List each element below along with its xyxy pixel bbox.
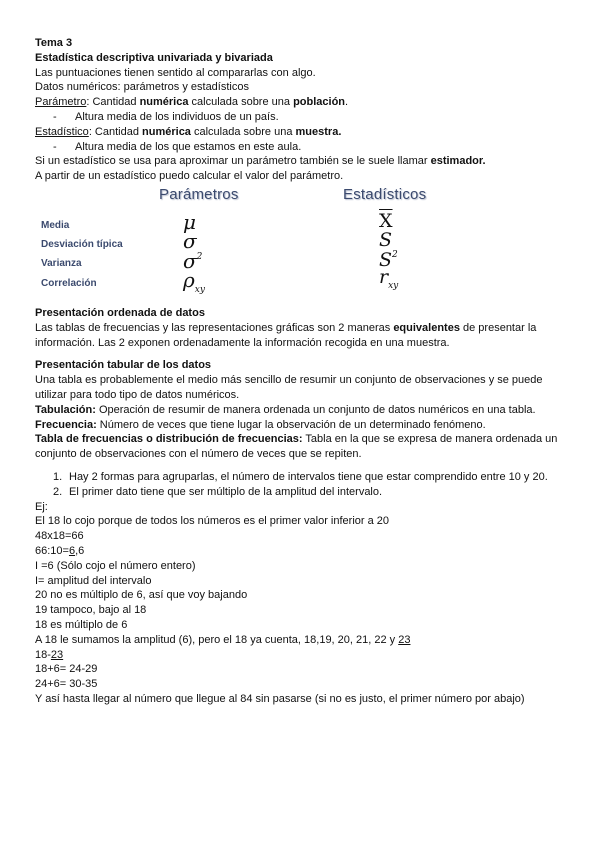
tabular-paragraph-2: utilizar para todo tipo de datos numéricos. <box>35 388 240 401</box>
label-media: Media <box>41 219 70 231</box>
example-line: Y así hasta llegar al número que llegue al 84 sin pasarse (si no es justo, el primer número por abajo) <box>35 692 525 705</box>
s-symbol: S <box>379 228 393 251</box>
tabulacion-definition: Tabulación: Operación de resumir de manera ordenada un conjunto de datos numéricos en una tabla. <box>35 403 536 416</box>
label-varianza: Varianza <box>41 257 82 269</box>
label-correlacion: Correlación <box>41 277 97 289</box>
parametro-example: - Altura media de los individuos de un país. <box>53 110 279 123</box>
rho-xy-symbol: $\rho_{xy}$ <box>183 267 205 295</box>
list-item: 1. Hay 2 formas para agruparlas, el número de intervalos tiene que estar comprendido entre 10 y 20. <box>53 470 548 483</box>
tabular-paragraph-1: Una tabla es probablemente el medio más sencillo de resumir un conjunto de observaciones y se puede <box>35 374 543 387</box>
example-line: A 18 le sumamos la amplitud (6), pero el 18 ya cuenta, 18,19, 20, 21, 22 y 23 <box>35 633 411 646</box>
example-line: 20 no es múltiplo de 6, así que voy bajando <box>35 589 248 602</box>
label-desviacion-tipica: Desviación típica <box>41 238 123 250</box>
example-line: I= amplitud del intervalo <box>35 574 152 587</box>
example-line: 19 tampoco, bajo al 18 <box>35 604 147 617</box>
example-line: 48x18=66 <box>35 530 84 543</box>
example-line: 18 es múltiplo de 6 <box>35 618 128 631</box>
parametro-definition: Parámetro: Cantidad numérica calculada sobre una población. <box>35 96 349 109</box>
tabla-frecuencias-definition-cont: conjunto de observaciones con el número de veces que se repiten. <box>35 448 362 461</box>
estadistico-term: Estadístico <box>35 125 89 138</box>
document-subtitle: Estadística descriptiva univariada y bivariada <box>35 51 273 64</box>
estadistico-example: - Altura media de los que estamos en este aula. <box>53 140 302 153</box>
parametro-term: Parámetro <box>35 96 87 109</box>
example-line: El 18 lo cojo porque de todos los números es el primer valor inferior a 20 <box>35 515 390 528</box>
parametros-heading: Parámetros <box>159 185 239 203</box>
ordenada-paragraph-2: información. Las 2 exponen ordenadamente la información recogida en una muestra. <box>35 336 450 349</box>
intro-line-1: Las puntuaciones tienen sentido al compararlas con algo. <box>35 66 316 79</box>
tabular-heading: Presentación tabular de los datos <box>35 359 212 372</box>
s-squared-symbol: $S^2$ <box>379 248 398 271</box>
list-item: 2. El primer dato tiene que ser múltiplo de la amplitud del intervalo. <box>53 485 383 498</box>
mu-symbol: μ <box>183 209 196 234</box>
estadisticos-heading: Estadísticos <box>343 185 427 203</box>
document-page <box>35 36 575 707</box>
example-line: 66:10=6,6 <box>35 544 85 557</box>
estimador-line: Si un estadístico se usa para aproximar un parámetro también se le suele llamar estimador. <box>35 155 486 168</box>
symbols-figure <box>35 186 575 302</box>
example-line: 24+6= 30-35 <box>35 678 98 691</box>
example-line: 18-23 <box>35 648 64 661</box>
intro-line-2: Datos numéricos: parámetros y estadísticos <box>35 81 249 94</box>
frecuencia-definition: Frecuencia: Número de veces que tiene lugar la observación de un determinado fenómeno. <box>35 418 486 431</box>
xbar-symbol: $\overline{X}$ <box>379 209 393 232</box>
example-line: I =6 (Sólo cojo el número entero) <box>35 559 196 572</box>
sigma-squared-symbol: $\sigma^2$ <box>183 248 203 273</box>
example-label: Ej: <box>35 500 48 513</box>
document-title: Tema 3 <box>35 37 73 49</box>
ordenada-paragraph-1: Las tablas de frecuencias y las representaciones gráficas son 2 maneras equivalentes de presentar la <box>35 321 537 334</box>
example-line: 18+6= 24-29 <box>35 663 98 676</box>
r-xy-symbol: $r_{xy}$ <box>379 265 399 291</box>
intro-last-line: A partir de un estadístico puedo calcular el valor del parámetro. <box>35 170 344 183</box>
ordenada-heading: Presentación ordenada de datos <box>35 306 205 319</box>
estadistico-definition: Estadístico: Cantidad numérica calculada sobre una muestra. <box>35 125 342 138</box>
sigma-symbol: σ <box>183 228 197 253</box>
tabla-frecuencias-definition: Tabla de frecuencias o distribución de frecuencias: Tabla en la que se expresa de manera ordenada un <box>35 433 558 446</box>
